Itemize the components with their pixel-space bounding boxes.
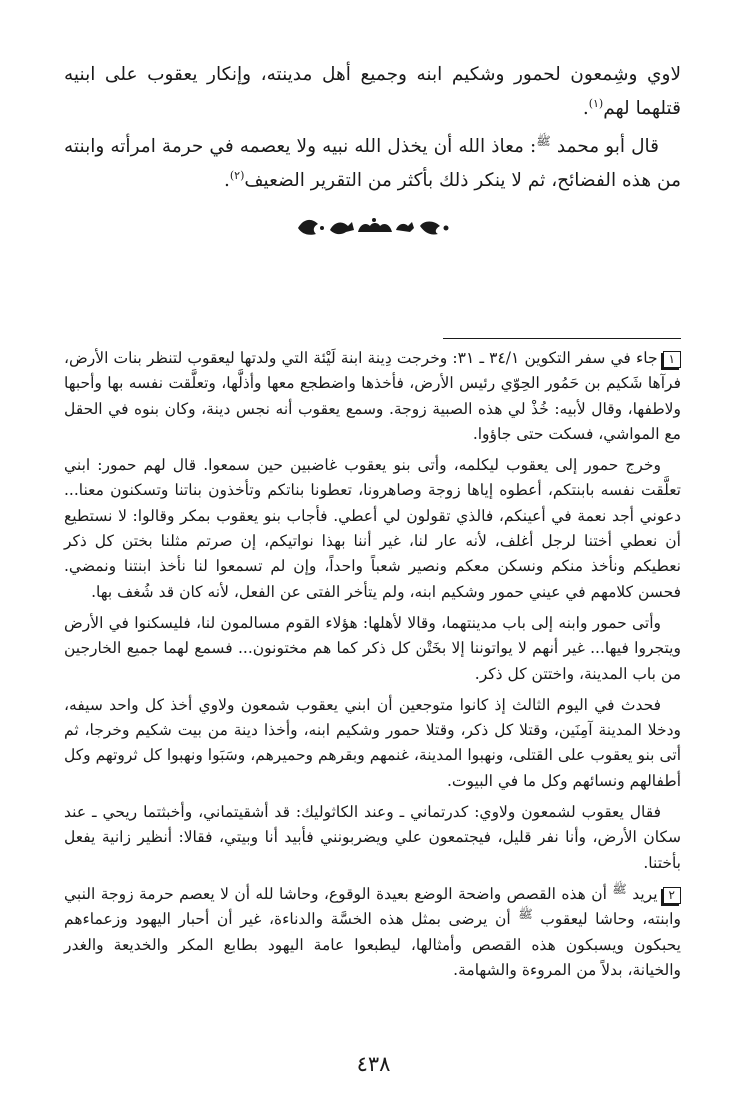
footnote-1	[64, 346, 681, 447]
footnote-2	[64, 882, 681, 983]
footnote-number-2: ٢	[663, 887, 681, 904]
footnote-2-start: يريد	[632, 884, 658, 903]
footnote-1-paragraph-2: وخرج حمور إلى يعقوب ليكلمه، وأتى بنو يعقوب غاضبين حين سمعوا. قال لهم حمور: ابني تعلَّقت نفسه بابنتكم، أعطوه إياها زوجة وصاهرونا، تعطونا بناتكم وتأخذون بناتنا وتسكنون معنا... دعوني أجد نعمة في أعينكم، فالذي تقولون لي أعطي. فأجاب بنو يعقوب بمكر وقالوا: لا نستطيع أن نعطي أختنا لرجل أغلف، لأنه عار لنا، غير أننا بهذا نواتيكم، إن صرتم مثلنا بختن كل ذكر نعطيكم ونأخذ منكم ونسكن معكم ونصير شعباً واحداً، وإن لم تسمعوا لنا نأخذ ابنتنا ونمضي. فحسن كلامهم في عيني حمور وشكيم ابنه، ولم يتأخر الفتى عن الفعل، لأنه كان قد شُغف بها.	[64, 456, 681, 601]
honorific-symbol: ﷺ	[518, 907, 533, 922]
footnote-1-paragraph-1: جاء في سفر التكوين ٣٤/١ ـ ٣١: وخرجت دِينة ابنة لَيْئة التي ولدتها ليعقوب لتنظر بنات الأرض، فرآها شَكيم بن حَمُور الحِوّي رئيس الأرض، فأخذها واضطجع معها وأذلَّها، وتعلَّقت نفسه بها وأحبها ولاطفها، وقال لأبيه: خُذْ لي هذه الصبية زوجة. وسمع يعقوب أنه نجس دينة، وكان بنوه في الحقل مع المواشي، فسكت حتى جاؤوا.	[64, 349, 681, 443]
main-paragraph-1-text: لاوي وشِمعون لحمور وشكيم ابنه وجميع أهل مدينته، وإنكار يعقوب على ابنيه قتلهما لهم	[64, 64, 681, 119]
main-paragraph-2-start: قال أبو محمد	[556, 136, 659, 157]
main-text	[64, 58, 681, 202]
main-paragraph-1-end: .	[582, 98, 589, 119]
main-paragraph-1	[64, 58, 681, 126]
main-paragraph-2-text: : معاذ الله أن يخذل الله نبيه ولا يعصمه في حرمة امرأته وابنته من هذه الفضائح، ثم لا ينكر ذلك بأكثر من التقرير الضعيف	[64, 136, 681, 191]
section-ornament	[0, 214, 747, 240]
footnote-separator	[443, 338, 681, 339]
main-paragraph-2	[64, 130, 681, 198]
footnote-number-1: ١	[663, 351, 681, 368]
honorific-symbol: ﷺ	[612, 881, 627, 896]
floral-ornament-icon	[294, 214, 454, 238]
footnote-ref-2[interactable]: (٢)	[229, 168, 245, 182]
footnotes	[64, 346, 681, 989]
footnote-ref-1[interactable]: (١)	[588, 96, 604, 110]
main-paragraph-2-end: .	[223, 170, 230, 191]
footnote-1-paragraph-4: فحدث في اليوم الثالث إذ كانوا متوجعين أن ابني يعقوب شمعون ولاوي أخذ كل واحد سيفه، ودخلا المدينة آمِنَين، وقتلا كل ذكر، وقتلا حمور وشكيم ابنه، وأخذا دينة من بيت شكيم وخرجا، ثم أتى بنو يعقوب على القتلى، ونهبوا المدينة، غنمهم وبقرهم وحميرهم، وسَبَوا ونهبوا كل ثروتهم وكل أطفالهم ونسائهم وكل ما في البيوت.	[64, 695, 681, 790]
footnote-1-paragraph-5: فقال يعقوب لشمعون ولاوي: كدرتماني ـ وعند الكاثوليك: قد أشقيتماني، وأخبثتما ريحي ـ عند سكان الأرض، وأنا نفر قليل، فيجتمعون علي ويضربونني فأبيد أنا وبيتي، فقالا: أنظير زانية يفعل بأختنا.	[64, 803, 681, 872]
page-number: ٤٣٨	[356, 1052, 391, 1076]
footnote-2-mid: أن هذه القصص واضحة الوضع بعيدة الوقوع، وحاشا لله أن لا يعصم حرمة زوجة النبي وابنته، وحاشا ليعقوب	[64, 884, 681, 929]
honorific-symbol: ﷺ	[536, 133, 551, 148]
footnote-1-paragraph-3: وأتى حمور وابنه إلى باب مدينتهما، وقالا لأهلها: هؤلاء القوم مسالمون لنا، فليسكنوا في الأرض ويتجروا فيها... غير أنهم لا يواتوننا إلا بخَتْن كل ذكر كما هم مختونون... فسمع لهما جميع الخارجين من باب المدينة، واختتن كل ذكر.	[64, 613, 681, 683]
footnote-2-end: أن يرضى بمثل هذه الخسَّة والدناءة، غير أن أحبار اليهود وزعماءهم يحبكون ويسبكون هذه القصص وأمثالها، ليطبعوا عامة اليهود بطابع المكر والخديعة والغدر والخيانة، بدلاً من المروءة والشهامة.	[64, 910, 681, 979]
